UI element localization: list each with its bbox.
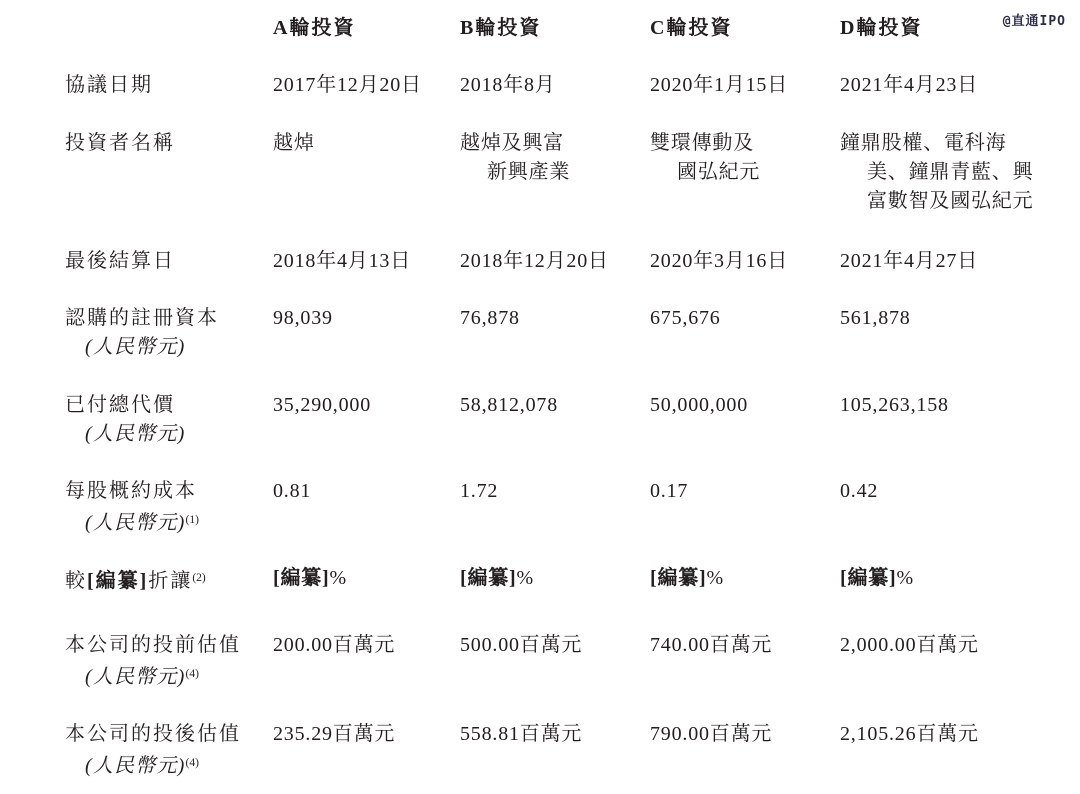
value-cell-round-c [650,129,840,216]
value-cell-round-a [273,477,460,538]
row-sublabel: (人民幣元)$^{(4)}$ [85,755,199,777]
value-line: 200.00百萬元 [273,634,396,656]
row-label: 已付總代價 [65,394,175,416]
table-row-last-settlement-date [65,247,1080,276]
row-label: 每股概約成本 [65,480,197,502]
value-line: 2,105.26百萬元 [840,723,979,745]
redacted-token: [編纂] [840,567,897,589]
value-line: 2018年4月13日 [273,250,411,272]
value-cell-round-d [840,71,1080,100]
value-cell-round-a [273,129,460,216]
value-cell-round-c [650,720,840,781]
column-header-round-b: B輪投資 [460,17,542,39]
value-cell-round-d [840,247,1080,276]
redacted-token: [編纂] [650,567,707,589]
footnote-ref: (4) [185,757,199,769]
row-label-cell-investor-names [65,129,273,216]
value-cell-round-b [460,631,650,692]
value-cell-round-d [840,720,1080,781]
value-cell-round-d [840,129,1080,216]
value-cell-round-c [650,304,840,362]
value-cell-round-d [840,304,1080,362]
row-label-cell-subscribed-registered-capital [65,304,273,362]
footnote-ref: (2) [192,572,206,584]
value-line: 558.81百萬元 [460,723,583,745]
value-line: [編纂]% [840,567,914,589]
row-label-cell-total-consideration-paid [65,391,273,449]
row-label: 本公司的投後估值 [65,723,241,745]
value-cell-round-c [650,247,840,276]
table-body [65,71,1080,781]
watermark-logo: @直通IPO [1002,14,1066,29]
row-label-cell-discount-to-redacted [65,564,273,596]
value-cell-round-b [460,129,650,216]
row-label-cell-post-money-valuation [65,720,273,781]
value-line: 2017年12月20日 [273,74,422,96]
value-line: 0.81 [273,480,312,502]
value-line: 740.00百萬元 [650,634,773,656]
value-cell-round-a [273,304,460,362]
table-row-agreement-date [65,71,1080,100]
table-row-post-money-valuation [65,720,1080,781]
table-row-total-consideration-paid [65,391,1080,449]
value-line: 0.17 [650,480,689,502]
row-label: 投資者名稱 [65,132,175,154]
value-line: [編纂]% [650,567,724,589]
value-line: 790.00百萬元 [650,723,773,745]
column-header-round-c: C輪投資 [650,17,733,39]
value-line: 76,878 [460,307,520,329]
value-line: 2,000.00百萬元 [840,634,979,656]
value-line: 越焯 [273,132,315,154]
row-label: 協議日期 [65,74,153,96]
redacted-token: [編纂] [460,567,517,589]
value-cell-round-a [273,631,460,692]
value-line: 2021年4月23日 [840,74,978,96]
value-cell-round-d [840,391,1080,449]
redacted-token: [編纂] [273,567,330,589]
value-line: 2020年1月15日 [650,74,788,96]
value-cell-round-b [460,247,650,276]
value-line: 35,290,000 [273,394,371,416]
row-label-cell-last-settlement-date [65,247,273,276]
value-line: 2018年8月 [460,74,556,96]
column-header-round-a: A輪投資 [273,17,356,39]
value-line: 新興產業 [487,161,571,183]
value-cell-round-a [273,391,460,449]
row-sublabel: (人民幣元) [85,423,186,445]
redacted-token: [編纂] [87,570,149,592]
value-line: 1.72 [460,480,499,502]
value-cell-round-b [460,564,650,596]
value-line: 105,263,158 [840,394,949,416]
value-cell-round-c [650,564,840,596]
value-cell-round-a [273,247,460,276]
value-line: 235.29百萬元 [273,723,396,745]
row-label: 較[編纂]折讓$^{(2)}$ [65,570,206,592]
table-row-subscribed-registered-capital [65,304,1080,362]
value-line: 鐘鼎股權、電科海 [840,132,1007,154]
value-cell-round-c [650,71,840,100]
value-line: 越焯及興富 [460,132,564,154]
value-cell-round-d [840,631,1080,692]
value-cell-round-c [650,477,840,538]
table-row-investor-names [65,129,1080,216]
row-label-cell-agreement-date [65,71,273,100]
value-line: 2018年12月20日 [460,250,609,272]
value-cell-round-a [273,720,460,781]
footnote-ref: (4) [185,668,199,680]
header-spacer-cell [65,14,273,43]
footnote-ref: (1) [185,514,199,526]
value-cell-round-c [650,631,840,692]
table-row-pre-money-valuation [65,631,1080,692]
table-row-discount-to-redacted [65,564,1080,596]
value-line: 561,878 [840,307,911,329]
value-line: 50,000,000 [650,394,748,416]
value-cell-round-b [460,71,650,100]
row-label-cell-approx-cost-per-share [65,477,273,538]
value-line: [編纂]% [460,567,534,589]
value-line: 2020年3月16日 [650,250,788,272]
value-cell-round-a [273,71,460,100]
value-cell-round-d [840,477,1080,538]
value-line: 98,039 [273,307,333,329]
value-line: [編纂]% [273,567,347,589]
row-label: 認購的註冊資本 [65,307,219,329]
value-line: 500.00百萬元 [460,634,583,656]
value-line: 58,812,078 [460,394,558,416]
row-sublabel: (人民幣元) [85,336,186,358]
row-label-cell-pre-money-valuation [65,631,273,692]
value-line: 0.42 [840,480,879,502]
row-label: 本公司的投前估值 [65,634,241,656]
value-line: 675,676 [650,307,721,329]
row-sublabel: (人民幣元)$^{(1)}$ [85,512,199,534]
value-cell-round-b [460,720,650,781]
row-sublabel: (人民幣元)$^{(4)}$ [85,666,199,688]
value-cell-round-a [273,564,460,596]
column-header-round-d: D輪投資 [840,17,923,39]
value-line: 雙環傳動及 [650,132,754,154]
value-cell-round-d [840,564,1080,596]
table-row-approx-cost-per-share [65,477,1080,538]
value-cell-round-c [650,391,840,449]
value-cell-round-b [460,477,650,538]
value-line: 2021年4月27日 [840,250,978,272]
value-line: 國弘紀元 [677,161,761,183]
value-cell-round-b [460,304,650,362]
value-cell-round-b [460,391,650,449]
row-label: 最後結算日 [65,250,175,272]
table-header-row [65,14,1080,43]
value-line: 美、鐘鼎青藍、興 [867,161,1034,183]
value-line: 富數智及國弘紀元 [867,190,1034,212]
